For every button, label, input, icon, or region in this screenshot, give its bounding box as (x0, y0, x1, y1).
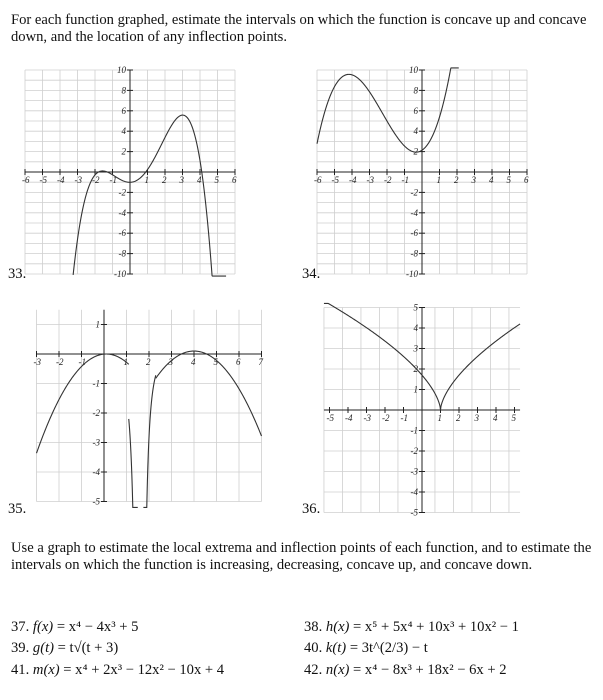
x-tick-label: -6 (22, 175, 30, 185)
x-tick-label: 5 (506, 175, 511, 185)
y-tick-label: 10 (117, 65, 126, 75)
x-tick-label: 4 (191, 357, 196, 367)
exercise-41-expression: = x⁴ + 2x³ − 12x² − 10x + 4 (59, 662, 225, 678)
x-tick-label: -2 (56, 357, 64, 367)
exercise-37 (11, 619, 138, 636)
x-tick-label: 3 (179, 175, 184, 185)
x-tick-label: 3 (471, 175, 476, 185)
y-tick-label: 5 (413, 302, 418, 313)
y-tick-label: -4 (92, 467, 100, 477)
x-tick-label: 6 (236, 357, 241, 367)
y-tick-label: 2 (413, 146, 418, 157)
exercise-42-number: 42. (304, 662, 323, 678)
x-tick-label: 3 (474, 413, 479, 423)
y-tick-label: -10 (406, 269, 418, 279)
x-tick-label: 5 (213, 357, 218, 367)
exercise-40-expression: = 3t^(2/3) − t (346, 640, 428, 656)
problem-number-34: 34. (302, 266, 321, 282)
y-tick-label: 1 (413, 384, 418, 395)
graph-34 (314, 62, 552, 282)
y-tick-label: -2 (410, 187, 418, 198)
exercise-42-expression: = x⁴ − 8x³ + 18x² − 6x + 2 (349, 662, 507, 678)
instructions-concavity: For each function graphed, estimate the intervals on which the function is concave up and concave down, and the location of any inflection points. (11, 12, 587, 45)
y-tick-label: 10 (409, 65, 418, 75)
problem-number-33: 33. (8, 266, 27, 282)
x-tick-label: -2 (382, 413, 390, 423)
graph-36 (322, 300, 547, 518)
x-tick-label: 4 (493, 413, 498, 423)
x-tick-label: -4 (345, 413, 353, 423)
x-tick-label: 2 (454, 175, 459, 185)
x-tick-label: 5 (511, 413, 516, 423)
exercise-42-function: n(x) (325, 662, 350, 678)
graph-33 (22, 62, 260, 282)
exercise-40 (304, 640, 428, 657)
function-curve (143, 375, 155, 507)
x-tick-label: 2 (146, 357, 151, 367)
x-tick-label: -5 (326, 413, 334, 423)
x-tick-label: 1 (436, 175, 441, 185)
exercise-41-number: 41. (11, 662, 30, 678)
y-tick-label: -4 (118, 207, 126, 218)
y-tick-label: 2 (121, 146, 126, 157)
y-tick-label: 6 (413, 105, 418, 116)
x-tick-label: -2 (92, 175, 100, 185)
y-tick-label: -5 (92, 496, 100, 507)
x-tick-label: -2 (384, 175, 392, 185)
function-curve (37, 354, 129, 453)
x-tick-label: 7 (258, 357, 263, 367)
x-tick-label: -3 (74, 175, 82, 185)
x-tick-label: -6 (314, 175, 322, 185)
y-tick-label: 3 (413, 343, 418, 354)
exercise-39-number: 39. (11, 640, 30, 656)
y-tick-label: -2 (92, 408, 100, 418)
y-tick-label: -3 (410, 466, 418, 477)
function-curve (73, 115, 226, 276)
x-tick-label: 1 (123, 357, 128, 367)
exercise-38 (304, 619, 519, 636)
x-tick-label: 1 (437, 413, 442, 423)
problem-number-35: 35. (8, 501, 27, 517)
x-tick-label: -1 (401, 175, 409, 185)
x-tick-label: 5 (214, 175, 219, 185)
exercise-39 (11, 640, 118, 657)
exercise-41 (11, 662, 224, 679)
y-tick-label: -2 (410, 446, 418, 456)
y-tick-label: -4 (410, 207, 418, 218)
x-tick-label: 6 (524, 175, 529, 185)
x-tick-label: 1 (144, 175, 149, 185)
y-tick-label: 8 (413, 85, 418, 96)
x-tick-label: -1 (78, 357, 86, 367)
y-tick-label: -1 (92, 378, 100, 389)
y-tick-label: 2 (413, 364, 418, 374)
x-tick-label: -1 (400, 413, 408, 423)
y-tick-label: 6 (121, 105, 126, 116)
exercise-42 (304, 662, 507, 679)
exercise-38-expression: = x⁵ + 5x⁴ + 10x³ + 10x² − 1 (349, 619, 519, 635)
x-tick-label: 3 (168, 357, 173, 367)
y-tick-label: -8 (410, 248, 418, 259)
x-tick-label: 2 (162, 175, 167, 185)
x-tick-label: -1 (109, 175, 117, 185)
x-tick-label: 2 (456, 413, 461, 423)
grid (37, 310, 262, 502)
x-tick-label: -5 (39, 175, 47, 185)
y-tick-label: -6 (410, 228, 418, 239)
y-tick-label: -4 (410, 487, 418, 497)
exercise-37-number: 37. (11, 619, 30, 635)
y-tick-label: -5 (410, 507, 418, 518)
y-tick-label: 4 (413, 126, 418, 137)
exercise-37-expression: = x⁴ − 4x³ + 5 (53, 619, 139, 635)
exercise-40-number: 40. (304, 640, 323, 656)
x-tick-label: -4 (349, 175, 357, 185)
y-tick-label: 1 (95, 319, 100, 330)
graph-35 (30, 300, 265, 512)
exercise-40-function: k(t) (325, 640, 347, 656)
exercise-41-function: m(x) (32, 662, 60, 678)
problem-number-36: 36. (302, 501, 321, 517)
exercise-39-expression: = t√(t + 3) (53, 640, 119, 656)
function-curve (129, 419, 138, 508)
x-tick-label: -3 (366, 175, 374, 185)
x-tick-label: -5 (331, 175, 339, 185)
y-tick-label: -10 (114, 269, 126, 279)
exercise-38-number: 38. (304, 619, 323, 635)
y-tick-label: 8 (121, 85, 126, 96)
y-tick-label: -6 (118, 228, 126, 239)
y-tick-label: 4 (121, 126, 126, 137)
y-tick-label: -1 (410, 425, 418, 436)
exercise-37-function: f(x) (32, 619, 54, 635)
x-tick-label: 6 (232, 175, 237, 185)
y-tick-label: -2 (118, 187, 126, 198)
x-tick-label: -3 (363, 413, 371, 423)
x-tick-label: -4 (57, 175, 65, 185)
x-tick-label: -3 (33, 357, 41, 367)
y-tick-label: 4 (413, 323, 418, 333)
exercise-39-function: g(t) (32, 640, 54, 656)
exercise-38-function: h(x) (325, 619, 350, 635)
y-tick-label: -8 (118, 248, 126, 259)
y-tick-label: -3 (92, 437, 100, 448)
instructions-extrema: Use a graph to estimate the local extrema and inflection points of each function, and to estimate the intervals on which the function is increasing, decreasing, concave up, and concave down. (11, 540, 592, 573)
x-tick-label: 4 (489, 175, 494, 185)
x-tick-label: 4 (197, 175, 202, 185)
